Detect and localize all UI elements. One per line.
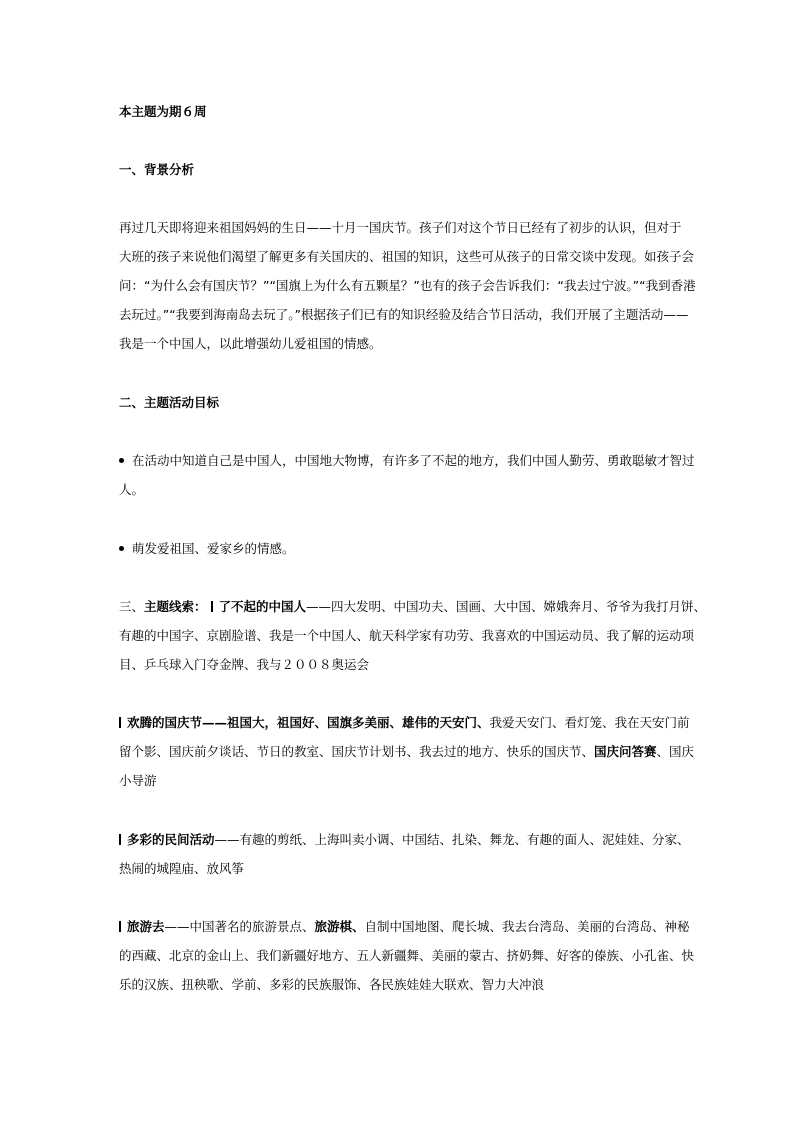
section-heading-goals: 二、主题活动目标	[119, 395, 220, 410]
theme-clue-line	[119, 744, 694, 760]
paragraph-line: 大班的孩子来说他们渴望了解更多有关国庆的、祖国的知识，这些可从孩子的日常交谈中发现。如孩子会	[119, 249, 695, 264]
bar-marker-icon	[211, 601, 213, 612]
section-heading-clues: 主题线索：	[144, 599, 207, 614]
bar-marker-icon	[119, 834, 121, 845]
clue-group-text: ——有趣的剪纸、上海叫卖小调、中国结、扎染、舞龙、有趣的面人、泥娃娃、分家、	[214, 832, 690, 847]
clue-group-text: 留个影、国庆前夕谈话、节日的教室、国庆节计划书、我去过的地方、快乐的国庆节、	[119, 744, 595, 759]
bullet-dot-icon	[119, 458, 124, 463]
clue-group-text: 的西藏、北京的金山上、我们新疆好地方、五人新疆舞、美丽的蒙古、挤奶舞、好客的傣族、小孔雀、快	[119, 948, 695, 963]
theme-clue-line	[119, 832, 690, 848]
clue-group-text: 热闹的城隍庙、放风筝	[119, 861, 245, 876]
clue-group-text: 有趣的中国字、京剧脸谱、我是一个中国人、航天科学家有功劳、我喜欢的中国运动员、我了解的运动项	[119, 628, 695, 643]
paragraph-line: 问：“为什么会有国庆节？”“国旗上为什么有五颗星？”也有的孩子会告诉我们：“我去过宁波。”“我到香港	[119, 278, 696, 293]
clue-group-text: 、国庆	[656, 744, 695, 759]
section-number: 三、	[119, 599, 145, 614]
bar-marker-icon	[119, 717, 121, 728]
theme-clue-line	[119, 599, 706, 615]
clue-group-text: ——四大发明、中国功夫、国画、大中国、嫦娥奔月、爷爷为我打月饼、	[306, 599, 707, 614]
theme-clue-line	[119, 715, 690, 731]
document-title: 本主题为期６周	[119, 104, 207, 119]
theme-clue-line	[119, 919, 690, 935]
section-heading-background: 一、背景分析	[119, 162, 195, 177]
clue-group-text: 目、乒乓球入门夺金牌、我与２００８奥运会	[119, 657, 370, 672]
bullet-dot-icon	[119, 546, 124, 551]
clue-group-text: ——中国著名的旅游景点、	[164, 919, 315, 934]
clue-group-bold-item: 国庆问答赛	[594, 744, 657, 759]
bullet-item	[119, 541, 295, 557]
clue-group-text: 我爱天安门、看灯笼、我在天安门前	[489, 715, 690, 730]
paragraph-line: 我是一个中国人，以此增强幼儿爱祖国的情感。	[119, 336, 382, 351]
clue-group-title: 旅游去	[127, 919, 165, 934]
bullet-text-continued: 人。	[119, 482, 145, 497]
bullet-text: 在活动中知道自己是中国人，中国地大物博，有许多了不起的地方，我们中国人勤劳、勇敢聪敏才智过	[132, 453, 695, 468]
bar-marker-icon	[119, 921, 121, 932]
bullet-item	[119, 453, 695, 469]
paragraph-line: 去玩过。”“我要到海南岛去玩了。”根据孩子们已有的知识经验及结合节日活动，我们开展了主题活动——	[119, 307, 689, 322]
clue-group-bold-item: 旅游棋、	[314, 919, 365, 934]
clue-group-text: 自制中国地图、爬长城、我去台湾岛、美丽的台湾岛、神秘	[364, 919, 690, 934]
clue-group-title: 了不起的中国人	[218, 599, 307, 614]
clue-group-title: 欢腾的国庆节——祖国大，祖国好、国旗多美丽、雄伟的天安门、	[127, 715, 490, 730]
paragraph-line: 再过几天即将迎来祖国妈妈的生日——十月一国庆节。孩子们对这个节日已经有了初步的认识，但对于	[119, 220, 682, 235]
bullet-text: 萌发爱祖国、爱家乡的情感。	[132, 541, 295, 556]
clue-group-title: 多彩的民间活动	[127, 832, 215, 847]
clue-group-text: 小导游	[119, 773, 157, 788]
clue-group-text: 乐的汉族、扭秧歌、学前、多彩的民族服饰、各民族娃娃大联欢、智力大冲浪	[119, 977, 545, 992]
